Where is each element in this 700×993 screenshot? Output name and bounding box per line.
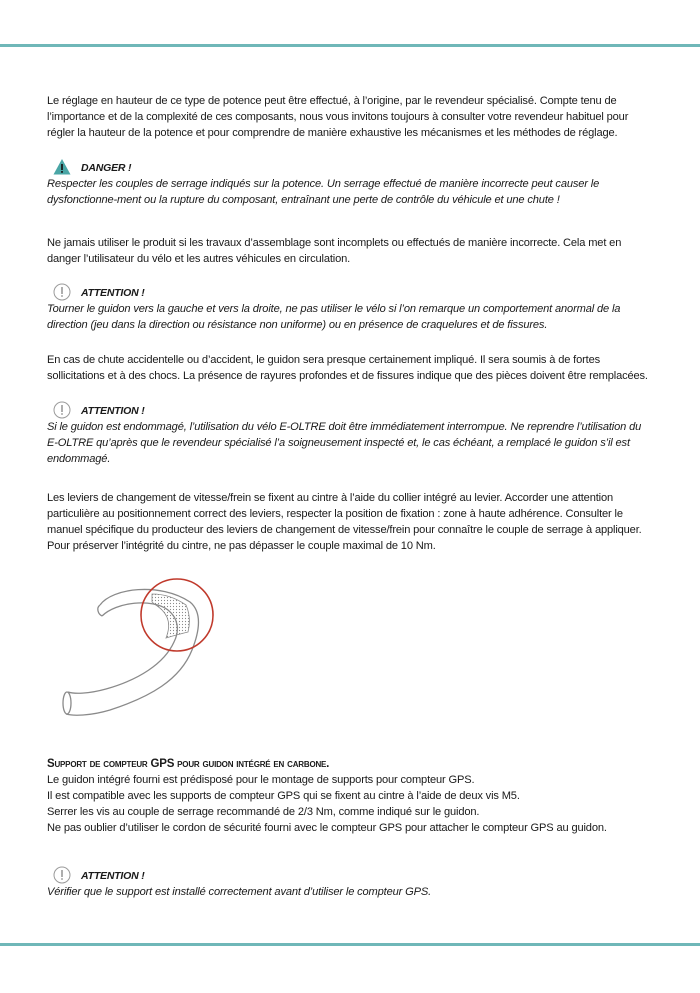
attention-notice-steering — [47, 283, 652, 333]
attention-label: ATTENTION ! — [81, 870, 145, 882]
intro-paragraph — [47, 93, 652, 141]
accident-paragraph — [47, 352, 652, 384]
danger-text: Respecter les couples de serrage indiqués sur la potence. Un serrage effectué de manière incorrecte peut causer le dysfonctionne-ment ou la rupture du composant, entraînant une perte de contrôle du véhicule et une chute ! — [47, 178, 600, 206]
accident-text: En cas de chute accidentelle ou d’accident, le guidon sera presque certainement impliqué. Il sera soumis à de fortes sollicitations et à des chocs. La présence de rayures profondes et de fissures indique que des pièces doivent être remplacées. — [47, 354, 648, 382]
attention-header — [47, 401, 652, 419]
attention-label: ATTENTION ! — [81, 405, 145, 417]
attention-label: ATTENTION ! — [81, 287, 145, 299]
top-rule — [0, 44, 700, 47]
gps-line-2: Il est compatible avec les supports de compteur GPS qui se fixent au cintre à l’aide de deux vis M5. — [47, 790, 520, 802]
attention-header — [47, 283, 652, 301]
gps-line-4: Ne pas oublier d’utiliser le cordon de sécurité fourni avec le compteur GPS pour attacher le compteur GPS au guidon. — [47, 822, 607, 834]
handlebar-illustration — [40, 572, 220, 732]
attention-circle-icon — [53, 401, 71, 419]
bottom-rule — [0, 943, 700, 946]
danger-label: DANGER ! — [81, 162, 132, 174]
attention-notice-gps — [47, 866, 652, 900]
warning-triangle-icon — [53, 158, 71, 176]
gps-section-title: Support de compteur GPS pour guidon intégré en carbone. — [47, 758, 330, 770]
attention-circle-icon — [53, 283, 71, 301]
attention-text: Tourner le guidon vers la gauche et vers la droite, ne pas utiliser le vélo si l’on remarque un comportement anormal de la direction (jeu dans la direction ou résistance non uniforme) ou en présence de craquelures et de fissures. — [47, 303, 621, 331]
attention-header — [47, 866, 652, 884]
levers-paragraph — [47, 490, 652, 554]
assembly-text: Ne jamais utiliser le produit si les travaux d’assemblage sont incomplets ou effectués de manière incorrecte. Cela met en danger l’utilisateur du vélo et les autres véhicules en circulation. — [47, 237, 622, 265]
gps-line-1: Le guidon intégré fourni est prédisposé pour le montage de supports pour compteur GPS. — [47, 774, 475, 786]
danger-header — [47, 158, 652, 176]
intro-text: Le réglage en hauteur de ce type de potence peut être effectué, à l’origine, par le revendeur spécialisé. Compte tenu de l’importance et de la complexité de ces composants, nous vous invitons toujours à consulter votre revendeur habituel pour régler la hauteur de la potence et pour comprendre de manière exhaustive les mécanismes et les méthodes de réglage. — [47, 95, 629, 139]
attention-notice-damage — [47, 401, 652, 467]
danger-notice — [47, 158, 652, 208]
assembly-paragraph — [47, 235, 652, 267]
attention-circle-icon — [53, 866, 71, 884]
gps-section — [47, 756, 652, 836]
gps-line-3: Serrer les vis au couple de serrage recommandé de 2/3 Nm, comme indiqué sur le guidon. — [47, 806, 480, 818]
levers-text: Les leviers de changement de vitesse/frein se fixent au cintre à l’aide du collier intégré au levier. Accorder une attention particulière au positionnement correct des leviers, respecter la position de fixation : zone à haute adhérence. Consulter le manuel spécifique du producteur des leviers de changement de vitesse/frein pour connaître le couple de serrage à appliquer. Pour préserver l’intégrité du cintre, ne pas dépasser le couple maximal de 10 Nm. — [47, 492, 642, 552]
attention-text: Vérifier que le support est installé correctement avant d’utiliser le compteur GPS. — [47, 886, 432, 898]
attention-text: Si le guidon est endommagé, l’utilisation du vélo E-OLTRE doit être immédiatement interrompue. Ne reprendre l’utilisation du E-OLTRE qu’après que le revendeur spécialisé l’a soigneusement inspecté et, le cas échéant, a remplacé le guidon s’il est endommagé. — [47, 421, 642, 465]
